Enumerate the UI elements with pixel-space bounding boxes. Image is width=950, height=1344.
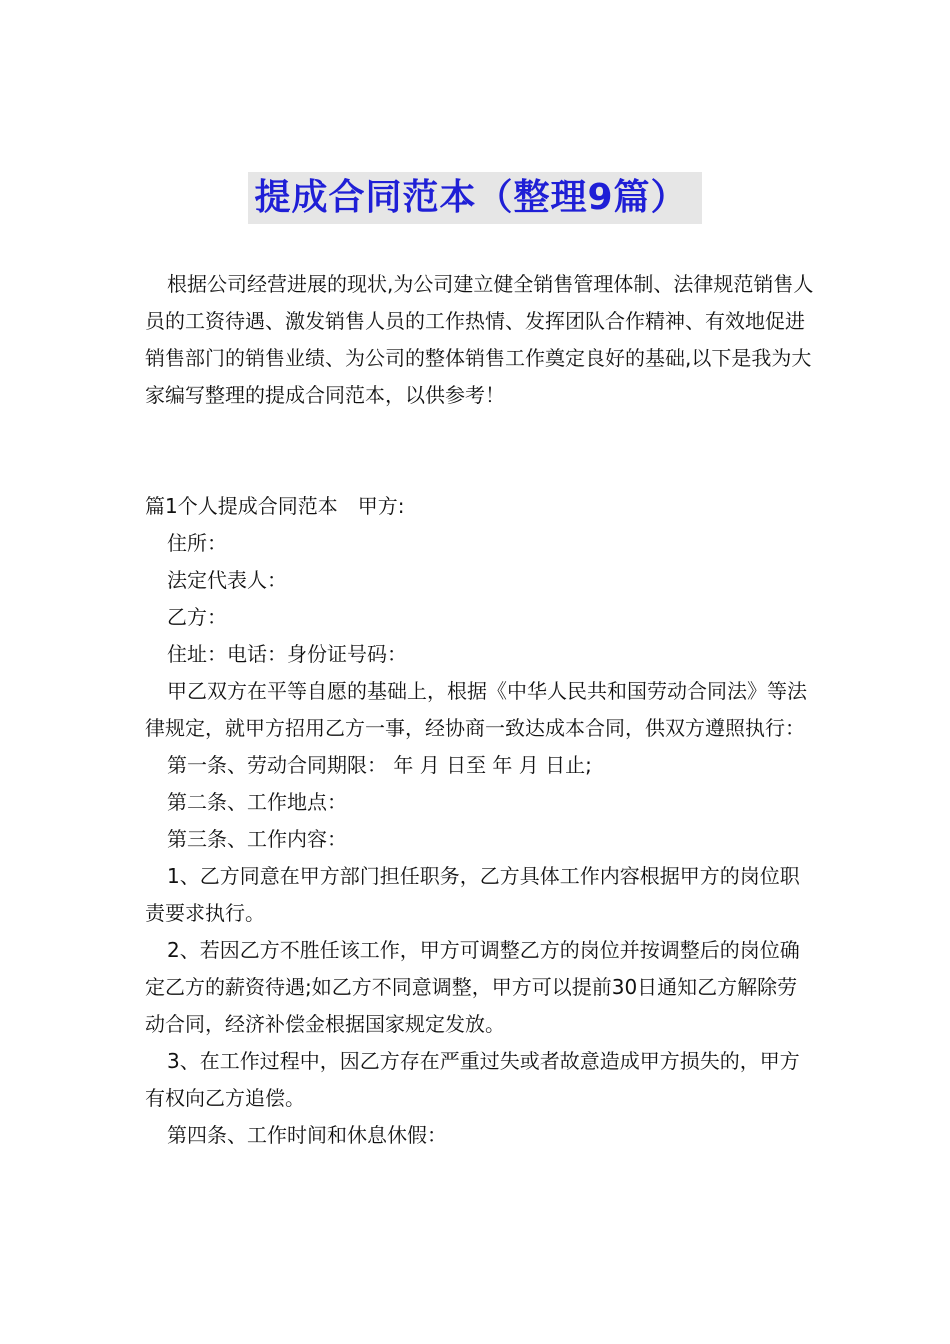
paragraph-article-1: 第一条、劳动合同期限： 年 月 日至 年 月 日止; (167, 753, 592, 777)
paragraph-article-4: 第四条、工作时间和休息休假： (167, 1123, 447, 1147)
paragraph-legal-rep: 法定代表人： (167, 568, 287, 592)
paragraph-article-2: 第二条、工作地点： (167, 790, 347, 814)
paragraph-article-3-item-1: 1、乙方同意在甲方部门担任职务，乙方具体工作内容根据甲方的岗位职责要求执行。 (145, 864, 800, 925)
document-body (145, 266, 815, 1154)
paragraph-address: 住所： (167, 531, 227, 555)
paragraph-spacer (145, 414, 815, 488)
paragraph-article-3-item-3: 3、在工作过程中，因乙方存在严重过失或者故意造成甲方损失的，甲方有权向乙方追偿。 (145, 1049, 800, 1110)
paragraph-article-3: 第三条、工作内容： (167, 827, 347, 851)
section-heading: 篇1个人提成合同范本 甲方: (145, 494, 405, 518)
intro-paragraph: 根据公司经营进展的现状,为公司建立健全销售管理体制、法律规范销售人员的工资待遇、激发销售人员的工作热情、发挥团队合作精神、有效地促进销售部门的销售业绩、为公司的整体销售工作奠定良好的基础,以下是我为大家编写整理的提成合同范本，以供参考！ (145, 272, 814, 407)
paragraph-party-b-contact: 住址：电话：身份证号码： (167, 642, 407, 666)
paragraph-agreement-basis: 甲乙双方在平等自愿的基础上，根据《中华人民共和国劳动合同法》等法律规定，就甲方招用乙方一事，经协商一致达成本合同，供双方遵照执行： (145, 679, 807, 740)
document-title: 提成合同范本（整理9篇） (248, 172, 701, 224)
paragraph-party-b: 乙方： (167, 605, 227, 629)
title-container (0, 172, 950, 224)
paragraph-article-3-item-2: 2、若因乙方不胜任该工作，甲方可调整乙方的岗位并按调整后的岗位确定乙方的薪资待遇;如乙方不同意调整，甲方可以提前30日通知乙方解除劳动合同，经济补偿金根据国家规定发放。 (145, 938, 800, 1036)
